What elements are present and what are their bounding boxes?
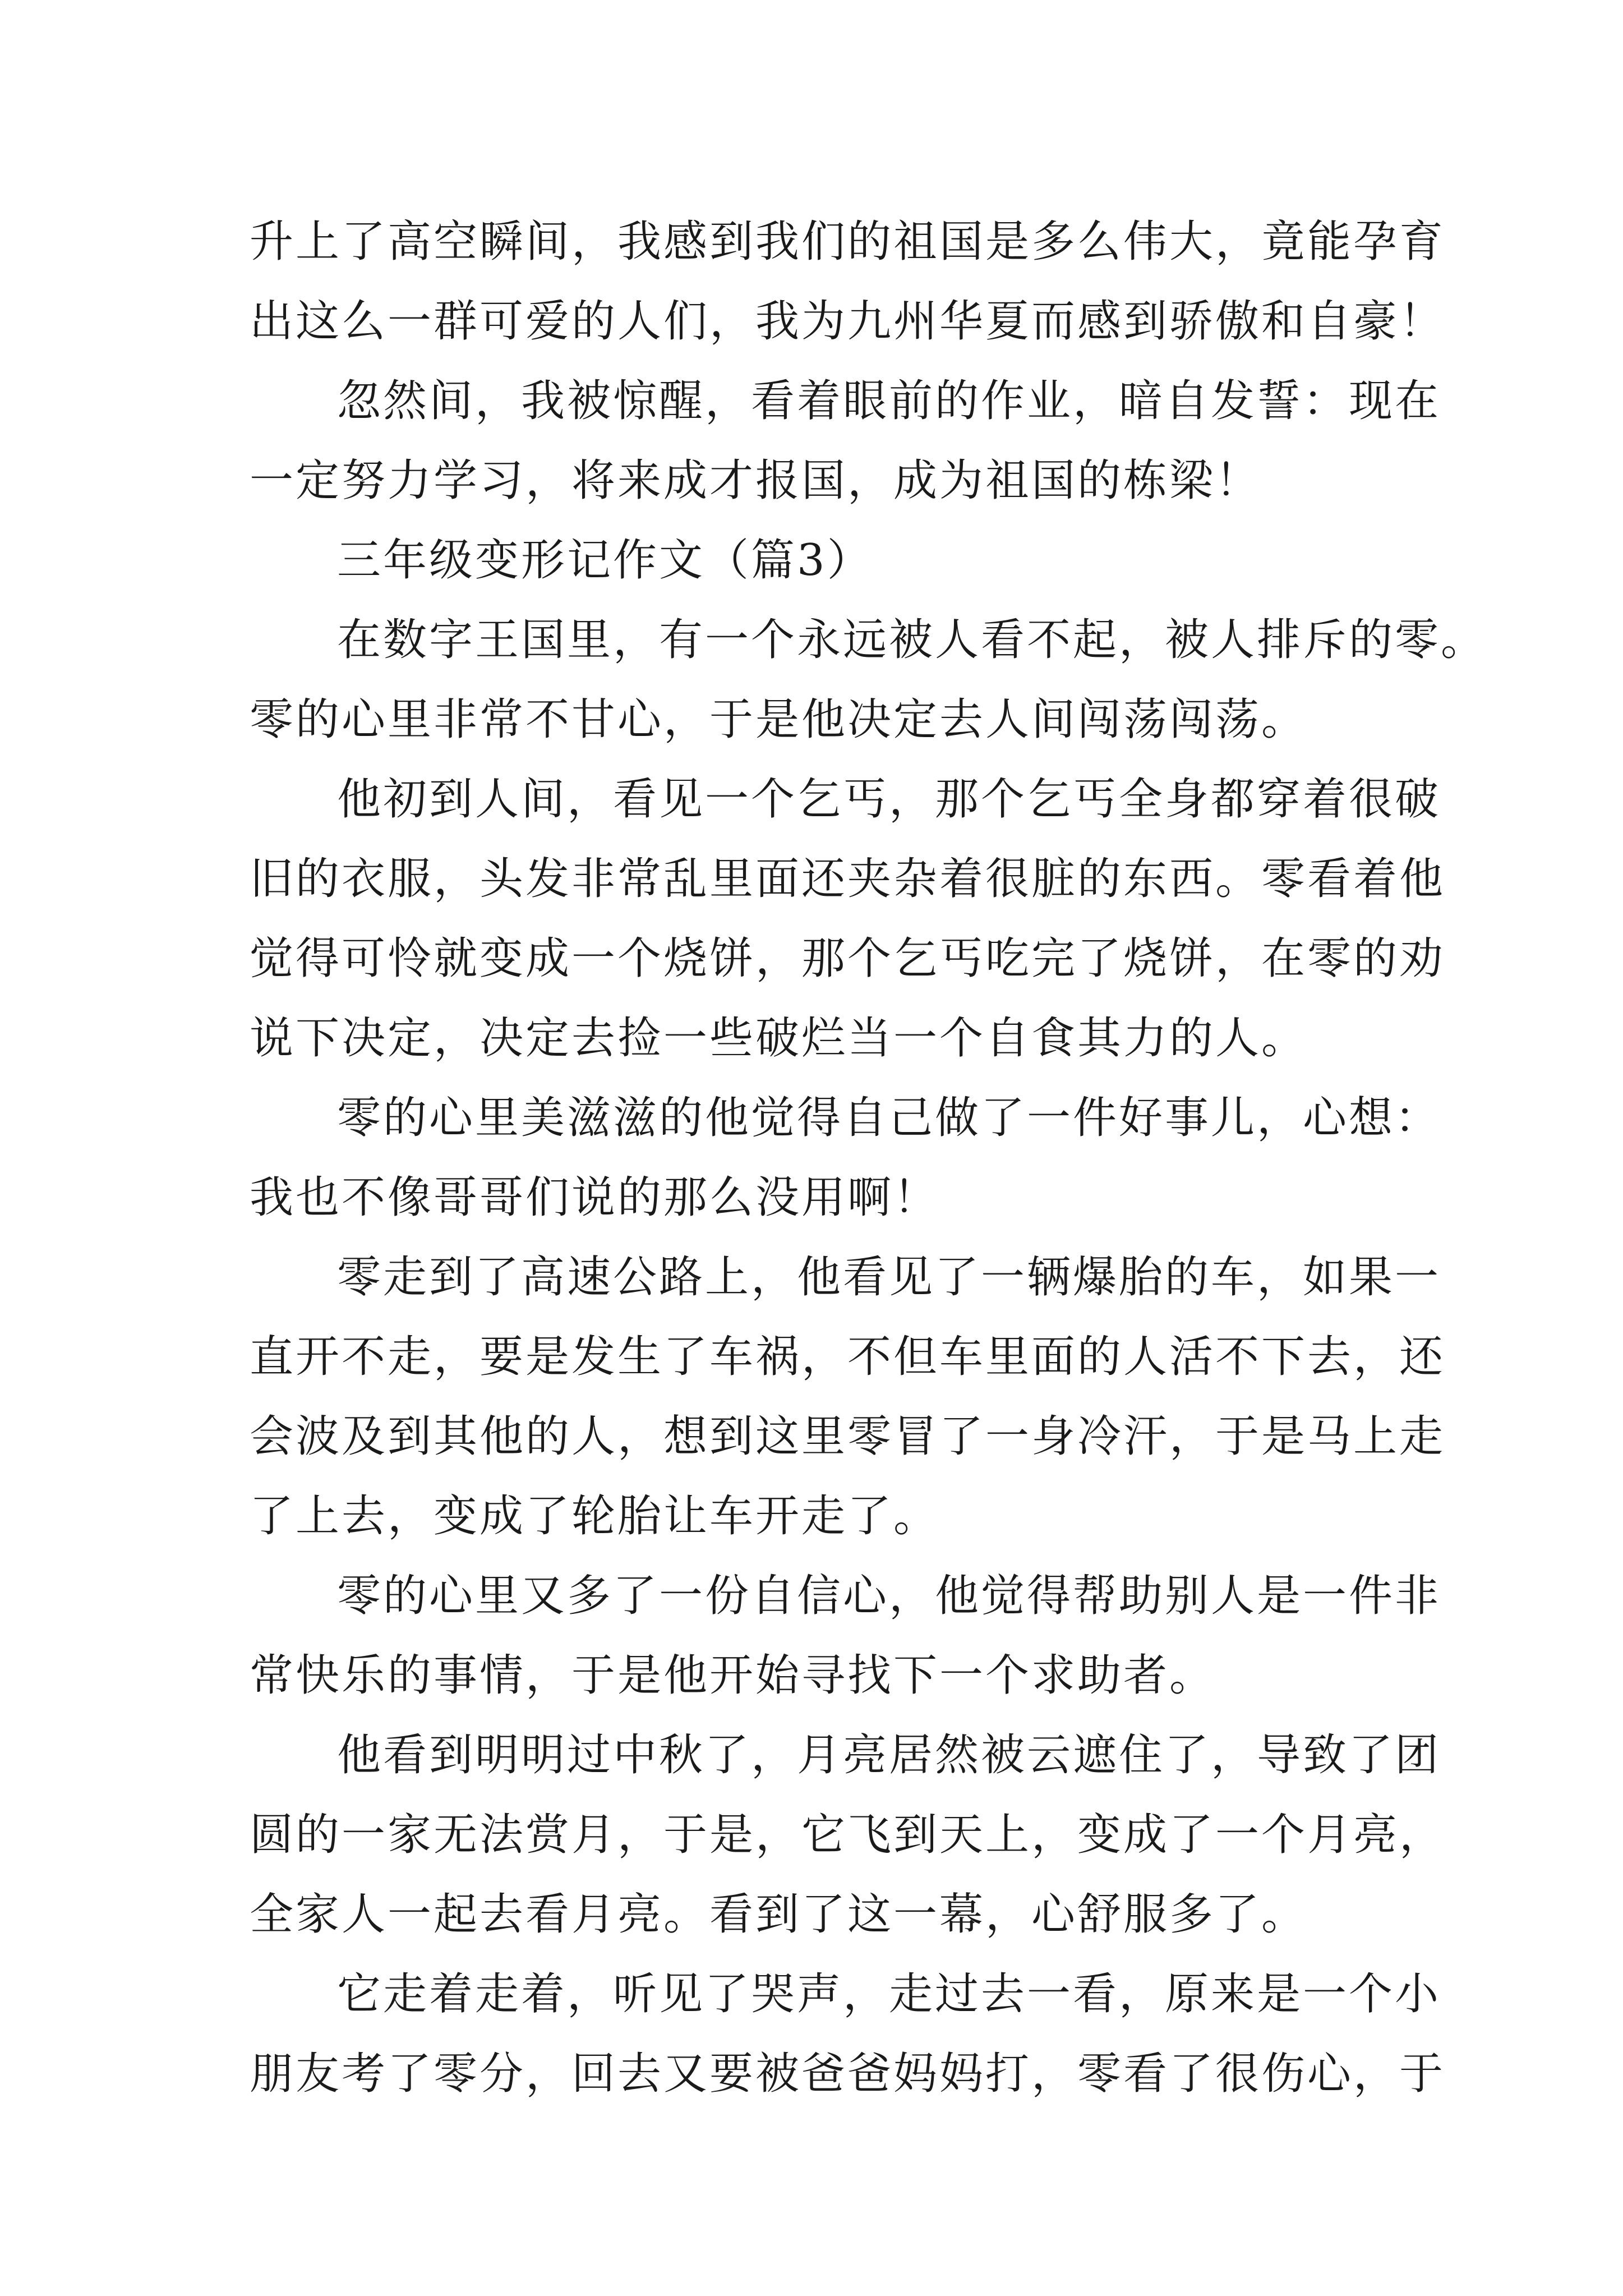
text-line: 旧的衣服，头发非常乱里面还夹杂着很脏的东西。零看着他 [250, 854, 1446, 904]
text-line: 三年级变形记作文（篇3） [337, 535, 873, 586]
text-line: 觉得可怜就变成一个烧饼，那个乞丐吃完了烧饼，在零的劝 [250, 933, 1446, 984]
text-line: 在数字王国里，有一个永远被人看不起，被人排斥的零。 [337, 615, 1487, 665]
text-line: 常快乐的事情，于是他开始寻找下一个求助者。 [250, 1650, 1216, 1701]
text-line: 朋友考了零分，回去又要被爸爸妈妈打，零看了很伤心，于 [250, 2049, 1446, 2099]
text-line: 他初到人间，看见一个乞丐，那个乞丐全身都穿着很破 [337, 774, 1441, 825]
text-line: 它走着走着，听见了哭声，走过去一看，原来是一个小 [337, 1969, 1441, 2019]
text-line: 忽然间，我被惊醒，看着眼前的作业，暗自发誓：现在 [337, 376, 1441, 426]
text-line: 一定努力学习，将来成才报国，成为祖国的栋梁！ [250, 455, 1262, 506]
text-line: 他看到明明过中秋了，月亮居然被云遮住了，导致了团 [337, 1730, 1441, 1780]
text-line: 零的心里美滋滋的他觉得自己做了一件好事儿，心想： [337, 1093, 1441, 1143]
text-line: 了上去，变成了轮胎让车开走了。 [250, 1491, 940, 1542]
text-line: 出这么一群可爱的人们，我为九州华夏而感到骄傲和自豪！ [250, 296, 1446, 347]
text-line: 我也不像哥哥们说的那么没用啊！ [250, 1172, 940, 1223]
text-line: 升上了高空瞬间，我感到我们的祖国是多么伟大，竟能孕育 [250, 217, 1446, 267]
text-line: 直开不走，要是发生了车祸，不但车里面的人活不下去，还 [250, 1332, 1446, 1382]
text-line: 零走到了高速公路上，他看见了一辆爆胎的车，如果一 [337, 1252, 1441, 1303]
body-text [250, 202, 1487, 2114]
text-line: 零的心里非常不甘心，于是他决定去人间闯荡闯荡。 [250, 694, 1308, 745]
text-line: 全家人一起去看月亮。看到了这一幕，心舒服多了。 [250, 1889, 1308, 1940]
text-line: 会波及到其他的人，想到这里零冒了一身冷汗，于是马上走 [250, 1411, 1446, 1462]
text-line: 零的心里又多了一份自信心，他觉得帮助别人是一件非 [337, 1571, 1441, 1621]
text-line: 圆的一家无法赏月，于是，它飞到天上，变成了一个月亮， [250, 1810, 1446, 1860]
text-line: 说下决定，决定去捡一些破烂当一个自食其力的人。 [250, 1013, 1308, 1064]
